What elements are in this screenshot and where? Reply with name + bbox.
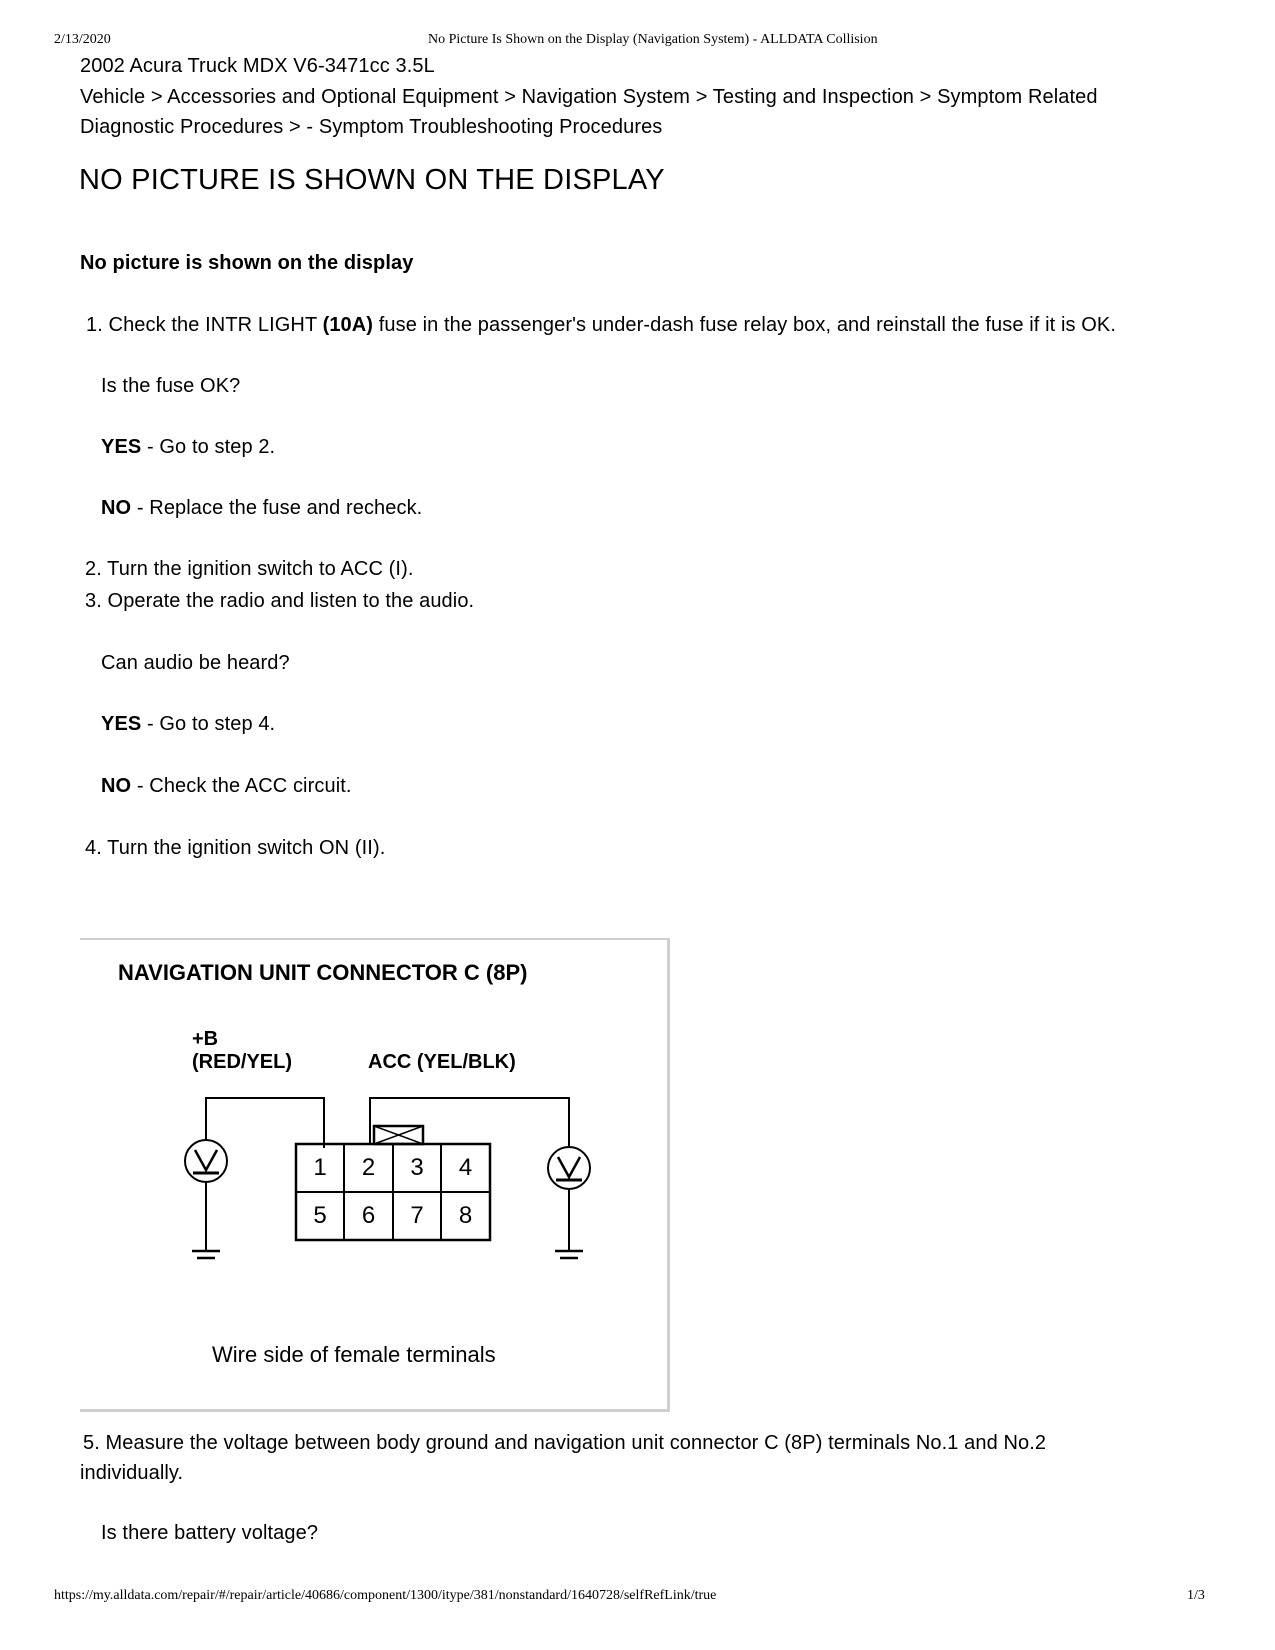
voltmeter-left-icon: [185, 1140, 227, 1250]
vehicle-name: 2002 Acura Truck MDX V6-3471cc 3.5L: [80, 55, 435, 77]
wire-acc: [370, 1098, 569, 1146]
breadcrumb-line-2: Diagnostic Procedures > - Symptom Troubleshooting Procedures: [80, 116, 663, 138]
terminal-2: 2: [361, 1154, 376, 1181]
step-3-no: [101, 775, 352, 798]
diagram-caption: Wire side of female terminals: [212, 1342, 496, 1367]
ground-right-icon: [555, 1251, 583, 1258]
step-1-suffix: fuse in the passenger's under-dash fuse relay box, and reinstall the fuse if it is OK.: [373, 314, 1116, 336]
voltmeter-right-icon: [548, 1147, 590, 1250]
page-heading: NO PICTURE IS SHOWN ON THE DISPLAY: [79, 164, 665, 196]
ground-left-icon: [192, 1251, 220, 1258]
print-page-number: 1/3: [1187, 1588, 1205, 1603]
connector-diagram: [80, 938, 670, 1412]
step-3: 3. Operate the radio and listen to the audio.: [85, 590, 475, 612]
step-1-fuse-rating: (10A): [322, 314, 374, 336]
step-2: 2. Turn the ignition switch to ACC (I).: [85, 558, 414, 580]
yes-label: YES: [101, 436, 142, 458]
no-label: NO: [101, 775, 132, 797]
connector-lock-tab-icon: [374, 1126, 423, 1144]
diagram-title: NAVIGATION UNIT CONNECTOR C (8P): [118, 960, 528, 985]
terminal-4: 4: [458, 1154, 473, 1181]
breadcrumb-line-1: Vehicle > Accessories and Optional Equipment > Navigation System > Testing and Inspection > Symptom Related: [80, 86, 1098, 108]
acc-yel-blk-label: ACC (YEL/BLK): [368, 1051, 516, 1073]
no-text: - Check the ACC circuit.: [131, 775, 352, 797]
terminal-8: 8: [458, 1202, 473, 1229]
step-5-line-2: individually.: [80, 1462, 184, 1484]
terminal-3: 3: [410, 1154, 424, 1181]
procedure-subheading: No picture is shown on the display: [80, 252, 414, 274]
terminal-7: 7: [410, 1202, 424, 1229]
step-3-question: Can audio be heard?: [101, 652, 290, 674]
yes-text: - Go to step 2.: [141, 436, 276, 458]
terminal-1: 1: [313, 1154, 327, 1181]
plus-b-label: +B: [192, 1028, 219, 1050]
terminal-grid: [296, 1144, 490, 1240]
wire-plus-b: [206, 1098, 324, 1148]
step-1-question: Is the fuse OK?: [101, 375, 241, 397]
print-url[interactable]: https://my.alldata.com/repair/#/repair/article/40686/component/1300/itype/381/nonstandard/1640728/selfRefLink/true: [54, 1588, 717, 1603]
step-3-yes: [101, 713, 275, 736]
step-5-line-1: 5. Measure the voltage between body ground and navigation unit connector C (8P) terminals No.1 and No.2: [83, 1432, 1047, 1454]
no-label: NO: [101, 497, 132, 519]
print-page-title: No Picture Is Shown on the Display (Navigation System) - ALLDATA Collision: [428, 32, 878, 47]
step-1-yes: [101, 436, 275, 459]
step-1-no: [101, 497, 422, 520]
yes-text: - Go to step 4.: [141, 713, 276, 735]
step-1-prefix: 1. Check the INTR LIGHT: [86, 314, 323, 336]
print-date: 2/13/2020: [54, 32, 111, 47]
no-text: - Replace the fuse and recheck.: [131, 497, 423, 519]
step-1: [86, 314, 1116, 337]
step-5-question: Is there battery voltage?: [101, 1522, 319, 1544]
red-yel-label: (RED/YEL): [192, 1051, 292, 1073]
yes-label: YES: [101, 713, 142, 735]
step-4: 4. Turn the ignition switch ON (II).: [85, 837, 386, 859]
terminal-5: 5: [313, 1202, 327, 1229]
terminal-6: 6: [361, 1202, 376, 1229]
